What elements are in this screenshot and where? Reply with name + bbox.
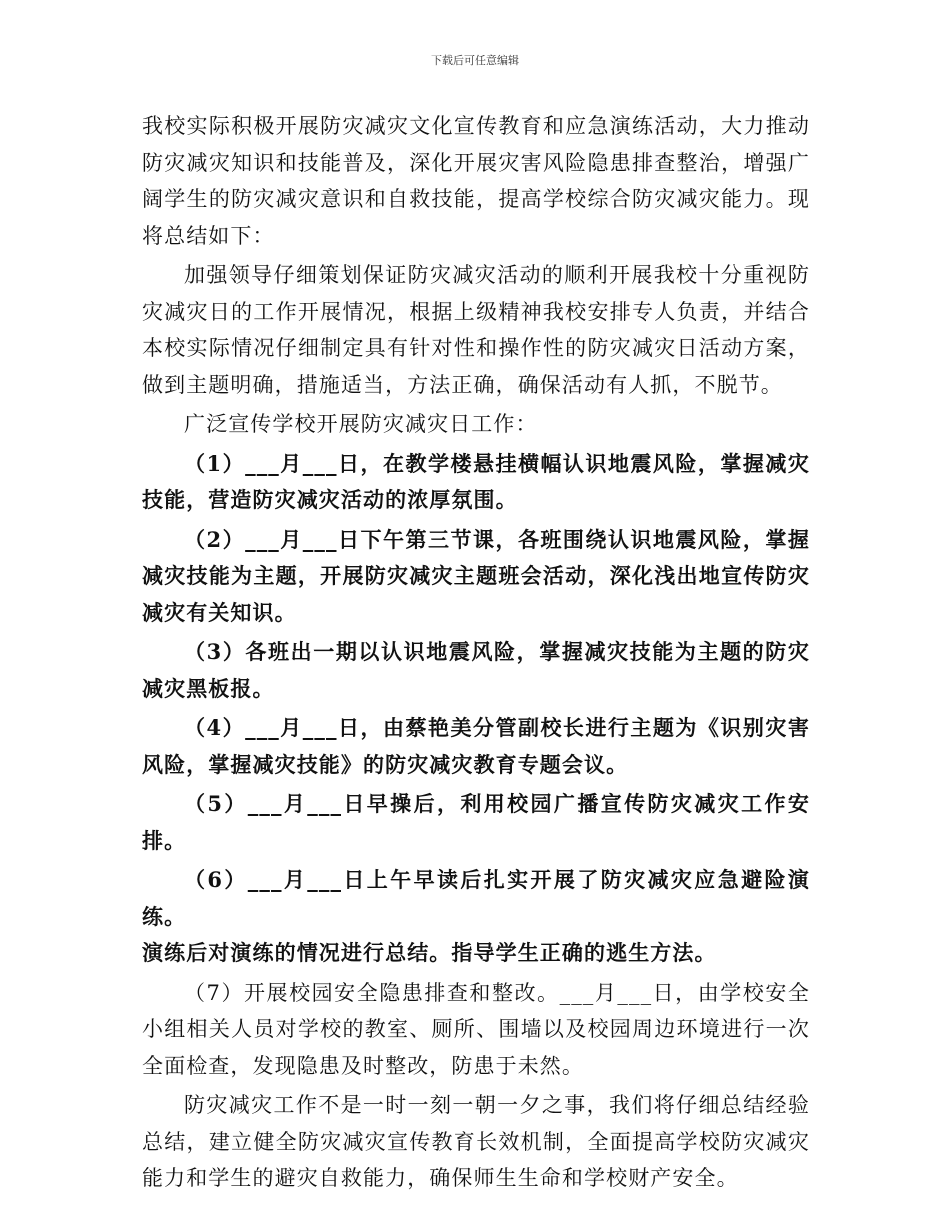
page-header: 下载后可任意编辑	[431, 54, 519, 67]
list-item-6: （6）___月___日上午早读后扎实开展了防灾减灾应急避险演练。	[142, 867, 810, 929]
list-item-4: （4）___月___日，由蔡艳美分管副校长进行主题为《识别灾害风险，掌握减灾技能》的防灾减灾教育专题会议。	[142, 715, 810, 777]
list-item-1: （1）___月___日，在教学楼悬挂横幅认识地震风险，掌握减灾技能，营造防灾减灾活动的浓厚氛围。	[142, 450, 810, 512]
list-item-5: （5）___月___日早操后，利用校园广播宣传防灾减灾工作安排。	[142, 791, 810, 853]
paragraph-publicity-heading: 广泛宣传学校开展防灾减灾日工作：	[184, 412, 538, 436]
list-item-3: （3）各班出一期以认识地震风险，掌握减灾技能为主题的防灾减灾黑板报。	[142, 639, 810, 701]
paragraph-intro: 我校实际积极开展防灾减灾文化宣传教育和应急演练活动，大力推动防灾减灾知识和技能普及，深化开展灾害风险隐患排查整治，增强广阔学生的防灾减灾意识和自救技能，提高学校综合防灾减灾能力。现将总结如下：	[142, 114, 810, 248]
list-item-7: （7）开展校园安全隐患排查和整改。___月___日，由学校安全小组相关人员对学校的教室、厕所、围墙以及校园周边环境进行一次全面检查，发现隐患及时整改，防患于未然。	[142, 980, 810, 1078]
list-item-6-continuation: 演练后对演练的情况进行总结。指导学生正确的逃生方法。	[142, 940, 717, 965]
paragraph-conclusion: 防灾减灾工作不是一时一刻一朝一夕之事，我们将仔细总结经验总结，建立健全防灾减灾宣传教育长效机制，全面提高学校防灾减灾能力和学生的避灾自救能力，确保师生生命和学校财产安全。	[142, 1093, 810, 1190]
paragraph-leadership: 加强领导仔细策划保证防灾减灾活动的顺利开展我校十分重视防灾减灾日的工作开展情况，根据上级精神我校安排专人负责，并结合本校实际情况仔细制定具有针对性和操作性的防灾减灾日活动方案，做到主题明确，措施适当，方法正确，确保活动有人抓，不脱节。	[142, 263, 810, 397]
document-body	[142, 108, 810, 1197]
list-item-2: （2）___月___日下午第三节课，各班围绕认识地震风险，掌握减灾技能为主题，开展防灾减灾主题班会活动，深化浅出地宣传防灾减灾有关知识。	[142, 526, 810, 625]
